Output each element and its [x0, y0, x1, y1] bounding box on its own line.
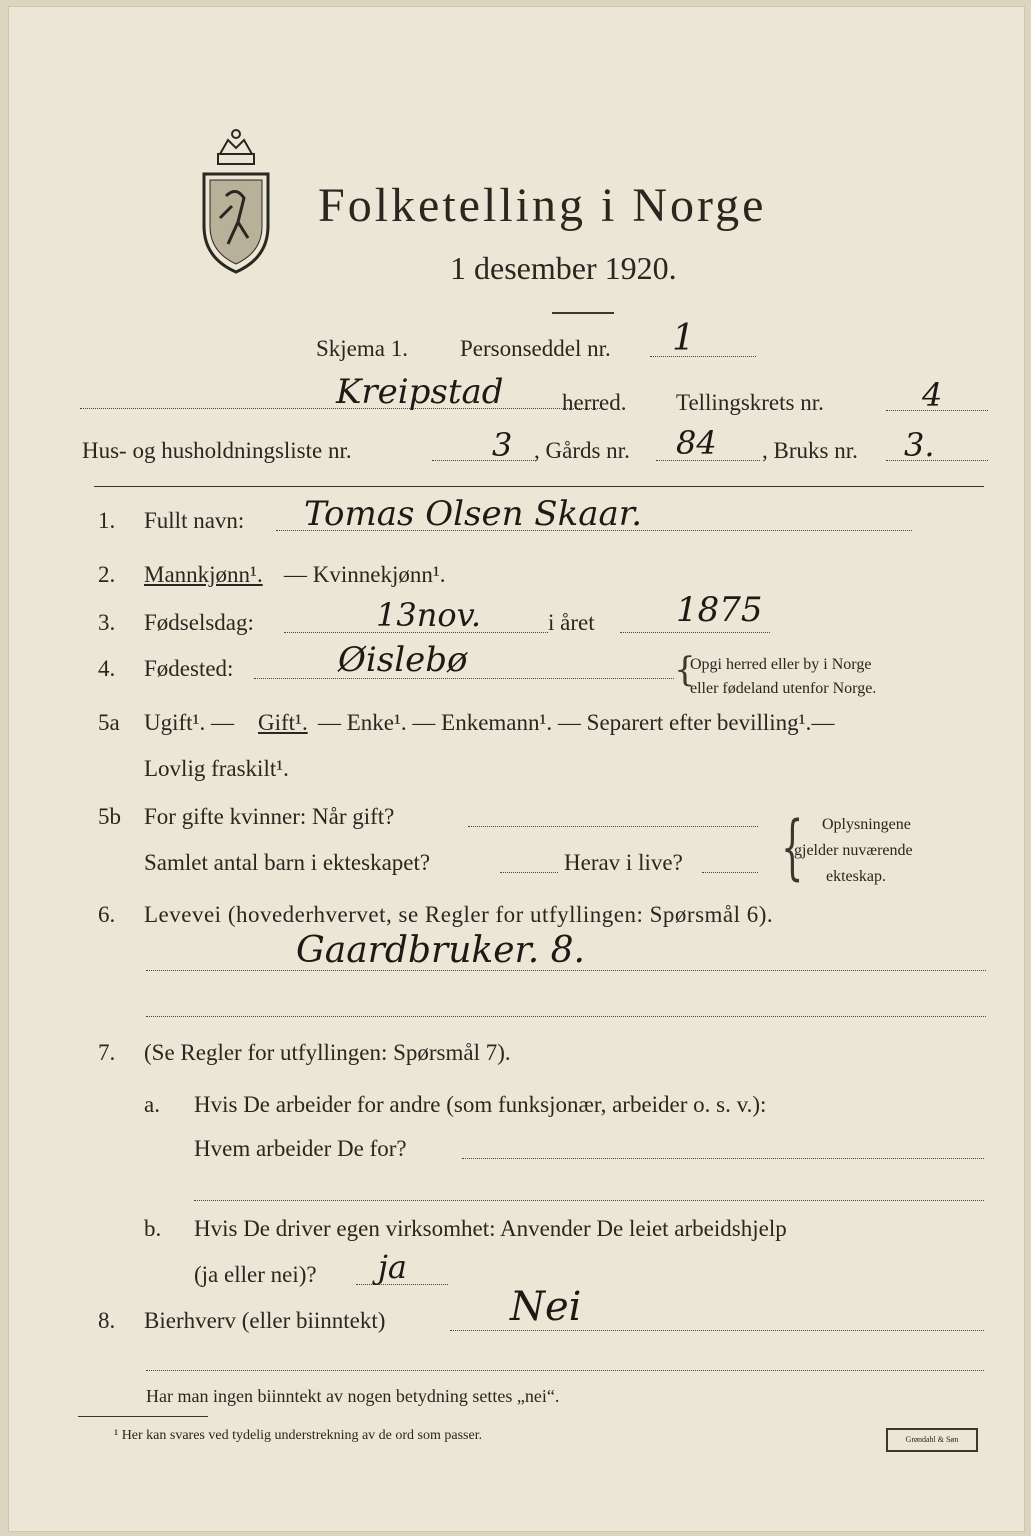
q5b-line2-label: Samlet antal barn i ekteskapet?	[144, 850, 431, 875]
census-date: 1 desember 1920.	[450, 250, 677, 286]
coat-of-arms-icon	[198, 126, 274, 276]
personseddel-label: Personseddel nr.	[460, 336, 611, 361]
q4-note-line2: eller fødeland utenfor Norge.	[690, 680, 877, 697]
q6-line2	[146, 1016, 986, 1017]
bruks-line	[886, 460, 988, 461]
hus-line	[432, 460, 536, 461]
q7a-line2	[462, 1158, 984, 1159]
herred-value: Kreipstad	[336, 372, 504, 412]
q1-number: 1.	[98, 508, 116, 533]
q5a-gift-option: Gift¹.	[258, 710, 308, 735]
printer-stamp: Grøndahl & Søn	[886, 1428, 978, 1452]
q3-label: Fødselsdag:	[144, 610, 254, 635]
q5b-number: 5b	[98, 804, 121, 829]
bruks-label: , Bruks nr.	[762, 438, 858, 463]
q5b-line2-dots2	[702, 872, 758, 873]
q5b-note-line3: ekteskap.	[826, 868, 886, 885]
q7a-line3	[194, 1200, 984, 1201]
q7-number: 7.	[98, 1040, 116, 1065]
q3-year-label: i året	[548, 610, 595, 635]
q5b-line2-label2: Herav i live?	[564, 850, 683, 875]
q7b-value: ja	[378, 1248, 407, 1286]
q5b-line1	[468, 826, 758, 827]
q6-number: 6.	[98, 902, 116, 927]
q8-line	[450, 1330, 984, 1331]
form-title: Folketelling i Norge	[318, 179, 767, 232]
hus-label: Hus- og husholdningsliste nr.	[82, 438, 352, 463]
q5b-line2-dots	[500, 872, 558, 873]
q7a-letter: a.	[144, 1092, 160, 1117]
q2-other-options: — Kvinnekjønn¹.	[284, 562, 446, 587]
q6-line1	[146, 970, 986, 971]
q8-label: Bierhverv (eller biinntekt)	[144, 1308, 386, 1333]
title-divider	[552, 312, 614, 314]
schema-label: Skjema 1.	[316, 336, 408, 361]
gards-label: , Gårds nr.	[534, 438, 630, 463]
q1-value: Tomas Olsen Skaar.	[304, 494, 643, 534]
q5a-number: 5a	[98, 710, 120, 735]
bruks-value: 3.	[904, 426, 935, 464]
q2-number: 2.	[98, 562, 116, 587]
q7a-line2-label: Hvem arbeider De for?	[194, 1136, 407, 1161]
note-nei: Har man ingen biinntekt av nogen betydning settes „nei“.	[146, 1386, 560, 1406]
q7-label: (Se Regler for utfyllingen: Spørsmål 7).	[144, 1040, 511, 1065]
q3-year-line	[620, 632, 770, 633]
q2-male-option: Mannkjønn¹.	[144, 562, 263, 587]
q6-label: Levevei (hovederhvervet, se Regler for utfyllingen: Spørsmål 6).	[144, 902, 774, 927]
q5a-other-options: — Enke¹. — Enkemann¹. — Separert efter bevilling¹.—	[318, 710, 835, 735]
q5b-note-line1: Oplysningene	[822, 816, 911, 833]
herred-label: herred.	[562, 390, 627, 415]
q3-number: 3.	[98, 610, 116, 635]
q7a-label: Hvis De arbeider for andre (som funksjonær, arbeider o. s. v.):	[194, 1092, 767, 1117]
q8-line2	[146, 1370, 984, 1371]
q5b-label: For gifte kvinner: Når gift?	[144, 804, 395, 829]
personseddel-line	[650, 356, 756, 357]
footnote-divider	[78, 1416, 208, 1417]
q4-value: Øislebø	[338, 640, 468, 680]
q7b-label: Hvis De driver egen virksomhet: Anvender De leiet arbeidshjelp	[194, 1216, 787, 1241]
q6-value: Gaardbruker. 8.	[296, 930, 585, 971]
q5b-brace: {	[781, 806, 804, 888]
section-divider	[94, 486, 984, 487]
q8-number: 8.	[98, 1308, 116, 1333]
q1-label: Fullt navn:	[144, 508, 245, 533]
q5a-line2: Lovlig fraskilt¹.	[144, 756, 289, 781]
q7b-line2-label: (ja eller nei)?	[194, 1262, 317, 1287]
q5a-ugift: Ugift¹. —	[144, 710, 234, 735]
q4-note-line1: Opgi herred eller by i Norge	[690, 656, 872, 673]
q4-number: 4.	[98, 656, 116, 681]
q3-value: 13nov.	[376, 596, 482, 634]
q3-year-value: 1875	[676, 590, 763, 630]
tellingskrets-label: Tellingskrets nr.	[676, 390, 824, 415]
q8-value: Nei	[510, 1284, 582, 1330]
q5b-note-line2: gjelder nuværende	[794, 842, 913, 859]
gards-value: 84	[676, 424, 717, 462]
personseddel-value: 1	[672, 318, 695, 359]
hus-value: 3	[492, 426, 513, 464]
q4-label: Fødested:	[144, 656, 234, 681]
q4-brace: {	[674, 650, 696, 690]
tellingskrets-value: 4	[922, 376, 943, 414]
q7b-letter: b.	[144, 1216, 162, 1241]
footnote: ¹ Her kan svares ved tydelig understrekning av de ord som passer.	[114, 1428, 483, 1443]
